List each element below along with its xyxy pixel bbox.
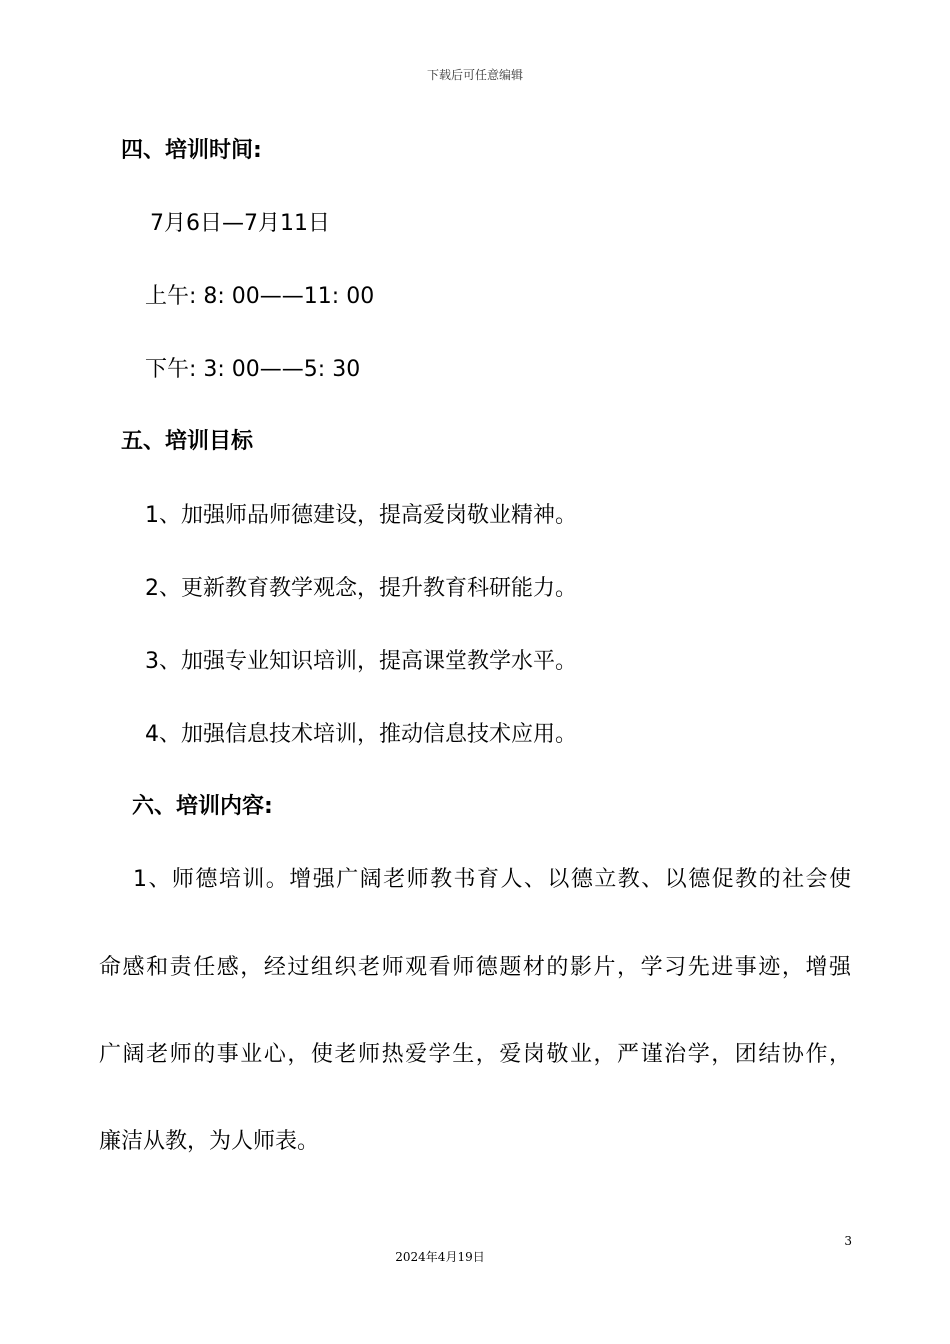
- section-5-heading: 五、培训目标: [121, 429, 254, 454]
- content-paragraph-line: 廉洁从教，为人师表。: [99, 1129, 320, 1154]
- goal-item: 1、加强师品师德建设，提高爱岗敬业精神。: [145, 503, 577, 528]
- morning-schedule: 上午: 8: 00——11: 00: [145, 284, 375, 309]
- content-paragraph-line: 广阔老师的事业心，使老师热爱学生，爱岗敬业，严谨治学，团结协作，: [99, 1042, 851, 1067]
- goal-item: 3、加强专业知识培训，提高课堂教学水平。: [145, 649, 577, 674]
- section-6-heading: 六、培训内容:: [132, 794, 273, 819]
- content-paragraph-line: 命感和责任感，经过组织老师观看师德题材的影片，学习先进事迹，增强: [99, 955, 851, 980]
- footer-date: 2024年4月19日: [395, 1250, 485, 1264]
- section-4-heading: 四、培训时间:: [121, 138, 262, 163]
- content-paragraph-line: 1、师德培训。增强广阔老师教书育人、以德立教、以德促教的社会使: [133, 867, 851, 892]
- page-number: 3: [844, 1234, 852, 1248]
- training-date-range: 7月6日—7月11日: [150, 211, 330, 236]
- goal-item: 4、加强信息技术培训，推动信息技术应用。: [145, 722, 577, 747]
- goal-item: 2、更新教育教学观念，提升教育科研能力。: [145, 576, 577, 601]
- page-header: 下载后可任意编辑: [426, 68, 523, 82]
- afternoon-schedule: 下午: 3: 00——5: 30: [145, 357, 361, 382]
